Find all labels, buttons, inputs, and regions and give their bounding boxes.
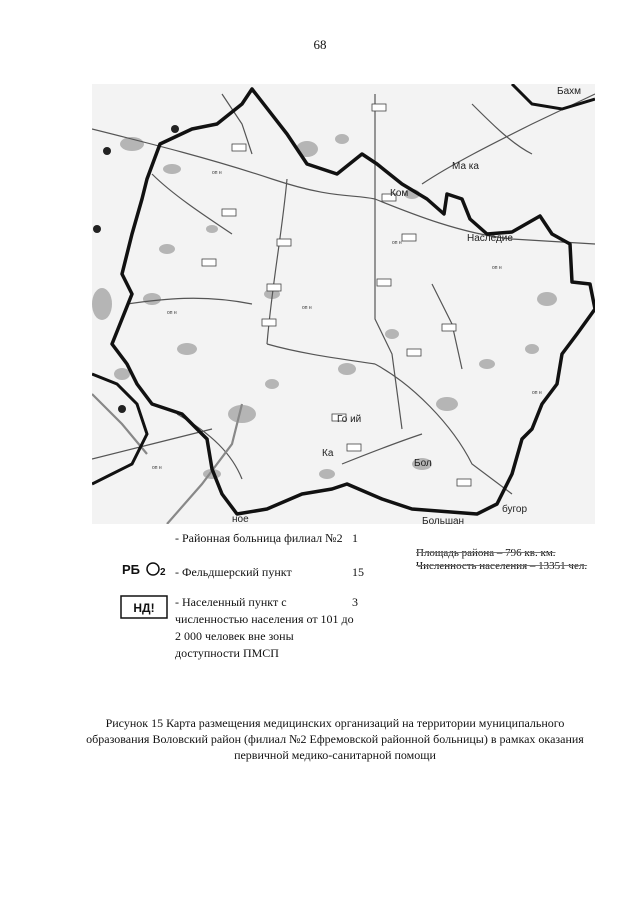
- forest-patch: [163, 164, 181, 174]
- district-population: Численность населения – 13351 чел.: [416, 560, 588, 572]
- settlement-nd-legend-icon: [120, 594, 172, 624]
- place-label: Большан: [422, 516, 465, 524]
- place-label: Бахм: [557, 86, 581, 97]
- forest-patch: [537, 292, 557, 306]
- legend-count: 3: [352, 595, 358, 609]
- map-canvas: [92, 84, 595, 524]
- road-number-label: оп н: [532, 390, 542, 396]
- map-pin-icon: [103, 147, 111, 155]
- place-label: Го ий: [337, 414, 362, 425]
- forest-patch: [385, 329, 399, 339]
- road-number-label: оп н: [167, 310, 177, 316]
- forest-patch: [92, 288, 112, 320]
- road-number-label: оп н: [302, 305, 312, 311]
- place-label: Бол: [414, 458, 432, 469]
- place-label: Ком: [390, 188, 409, 199]
- district-area: Площадь района – 796 кв. км.: [416, 547, 556, 559]
- place-label: бугор: [502, 504, 528, 515]
- place-label: ное: [232, 514, 249, 524]
- feldsher-point-marker-icon: [232, 144, 246, 151]
- forest-patch: [335, 134, 349, 144]
- forest-patch: [159, 244, 175, 254]
- legend-text: - Фельдшерский пункт: [175, 565, 292, 579]
- legend-text: - Районная больница филиал №2: [175, 531, 343, 545]
- place-label: Наследие: [467, 233, 513, 244]
- page-number: 68: [313, 37, 327, 52]
- district-map: [92, 84, 595, 524]
- feldsher-point-marker-icon: [222, 209, 236, 216]
- legend-text: - Населенный пункт с численностью населения от 101 до 2 000 человек вне зоны доступности ПМСП: [175, 595, 354, 660]
- forest-patch: [436, 397, 458, 411]
- forest-patch: [525, 344, 539, 354]
- forest-patch: [265, 379, 279, 389]
- feldsher-point-marker-icon: [377, 279, 391, 286]
- road-number-label: оп н: [492, 265, 502, 271]
- road-number-label: оп н: [392, 240, 402, 246]
- forest-patch: [479, 359, 495, 369]
- place-label: Ма ка: [452, 161, 479, 172]
- feldsher-point-marker-icon: [277, 239, 291, 246]
- district-stats: [416, 547, 616, 573]
- map-pin-icon: [93, 225, 101, 233]
- svg-text:2: 2: [160, 567, 166, 578]
- feldsher-point-marker-icon: [407, 349, 421, 356]
- legend-count: 1: [352, 531, 358, 545]
- road-number-label: оп н: [152, 465, 162, 471]
- settlement-symbol-text: НД!: [133, 601, 155, 615]
- feldsher-point-legend-icon: [120, 557, 172, 587]
- map-pin-icon: [171, 125, 179, 133]
- map-background: [92, 84, 595, 524]
- feldsher-point-marker-icon: [262, 319, 276, 326]
- forest-patch: [206, 225, 218, 233]
- feldsher-point-marker-icon: [402, 234, 416, 241]
- figure-caption: Рисунок 15 Карта размещения медицинских организаций на территории муниципального образования Воловский район (филиал №2 Ефремовской районной больницы) в рамках оказания первичной медико-санитарной помощи: [86, 716, 584, 762]
- forest-patch: [319, 469, 335, 479]
- forest-patch: [114, 368, 130, 380]
- place-label: Ка: [322, 448, 334, 459]
- feldsher-point-marker-icon: [202, 259, 216, 266]
- forest-patch: [143, 293, 161, 305]
- feldsher-point-marker-icon: [372, 104, 386, 111]
- feldsher-point-marker-icon: [442, 324, 456, 331]
- feldsher-point-marker-icon: [267, 284, 281, 291]
- map-pin-icon: [118, 405, 126, 413]
- road-number-label: оп н: [212, 170, 222, 176]
- feldsher-point-marker-icon: [347, 444, 361, 451]
- feldsher-point-marker-icon: [457, 479, 471, 486]
- feldsher-symbol-text: РБ: [122, 562, 141, 577]
- forest-patch: [338, 363, 356, 375]
- legend-count: 15: [352, 565, 364, 579]
- forest-patch: [177, 343, 197, 355]
